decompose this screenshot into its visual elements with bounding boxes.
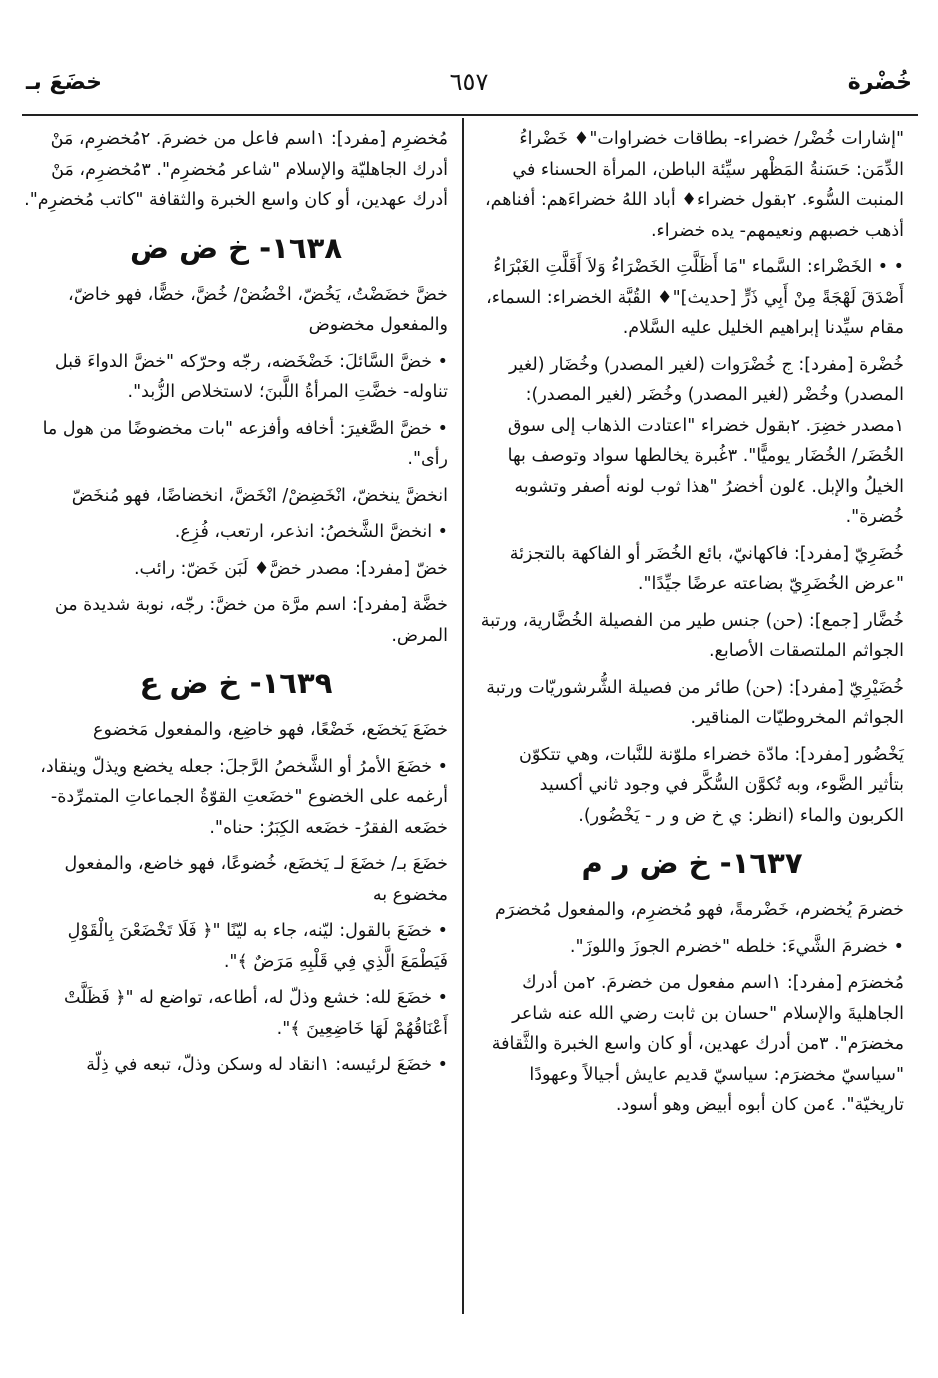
entry-khadda-verb: خضَّ خضَضْتُ، يَخُضّ، اخْضُضْ/ خُضَّ، خضًّا، فهو خاضّ، والمفعول مخضوض	[68, 284, 448, 335]
entry-khuddar: خُضَّار [جمع]: (حن) جنس طير من الفصيلة الخُضَّارية، ورتبة الجواثم الملتصقات الأصابع.	[480, 610, 904, 661]
entry-inkhadda-verb: انخضَّ ينخضّ، انْخَضِضْ/ انْخَضَّ، انخضاضًا، فهو مُنخَضّ	[71, 485, 448, 506]
entry-khadrama-sense: • خضرمَ الشَّيءَ: خلطه "خضرم الجوزَ واللوزَ".	[569, 936, 904, 957]
entry-khadaa-lillah: • خضَعَ لله: خشع وذلّ له، أطاعه، تواضع له "﴿ فَظَلَّتْ أَعْنَاقُهُمْ لَهَا خَاضِعِينَ ﴾".	[64, 988, 448, 1039]
entry-khudari: خُضَرِيّ [مفرد]: فاكهانيّ، بائع الخُضَر أو الفاكهة بالتجزئة "عرض الخُضَرِيّ بضاعته عرضًا جيِّدًا".	[509, 543, 904, 594]
entry-khadda-liquid: • خضَّ السَّائلَ: خَضْخَضه، رجّه وحرّكه "خضَّ الدواءَ قبل تناوله- خضَّتِ المرأةُ اللَّبنَ؛ لاستخلاص الزُّبد".	[54, 351, 448, 402]
entry-khadaa-verb: خضَعَ يَخضَع، خَضْعًا، فهو خاضِع، والمفعول مَخضوع	[93, 720, 448, 740]
entry-khadra-expressions: "إشارات خُضْر/ خضراء- بطاقات خضراوات"♦ خَضْراءُ الدِّمَن: حَسَنةُ المَظْهر سيِّئة الباطن، المرأة الحسناء في المنبت السُّوء. ٢بقول خضراء♦ أباد اللهُ خضراءَهم: أفناهم، أذهب خصبهم ونعيمهم- يده خضراء.	[484, 129, 904, 241]
entry-khadd: خضّ [مفرد]: مصدر خضَّ♦ لَبَن خَضّ: رائب.	[133, 558, 448, 579]
root-heading-1639: ١٦٣٩- خ ض ع	[139, 666, 333, 700]
entry-khudayri: خُضَيْرِيّ [مفرد]: (حن) طائر من فصيلة الشُّرشوريّات ورتبة الجواثم المخروطيّات المناقير.	[486, 677, 904, 728]
entry-khadrama-verb: خضرمَ يُخضرم، خَضْرمةً، فهو مُخضرِم، والمفعول مُخضرَم	[494, 900, 904, 920]
header-last-headword: خضَعَ بـ	[26, 70, 103, 95]
entry-inkhadda-sense: • انخضَّ الشَّخصُ: انذعر، ارتعب، فُزِع.	[174, 522, 448, 542]
column-divider	[462, 118, 464, 1314]
entry-khadaa-sense: • خضَعَ الأمرُ أو الشَّخصُ الرَّجلَ: جعله يخضع ويذلّ وينقاد، أرغمه على الخضوع "خضَعتِ القوّةُ الجماعاتِ المتمرِّدة- خضَعه الفقرُ- خضَعه الكِبَرُ: حناه".	[40, 756, 448, 838]
entry-yakhdur: يَخْضُور [مفرد]: مادّة خضراء ملوّنة للنَّبات، وهي تتكوّن بتأثير الضَّوء، وبه تُكوَّن السُّكَّر في وجود ثاني أكسيد الكربون والماء (انظر: ي خ ض و ر - يَخْضُور).	[519, 744, 904, 826]
root-heading-1638: ١٦٣٨- خ ض ض	[129, 230, 343, 265]
entry-khudra: خُضْرة [مفرد]: ج خُضْرَوات (لغير المصدر) وخُضَار (لغير المصدر) وخُضْر (لغير المصدر) وخُضَر (لغير المصدر): ١مصدر خضِرَ. ٢بقول خضراء "اعتادت الذهاب إلى سوق الخُضَر/ الخُضَار يوميًّا". ٣غُبرة يخالطها سواد وتوصف بها الخيلُ والإبل. ٤لون أخضرُ "هذا ثوب لونه أصفر وتشوبه خُضرة".	[507, 354, 904, 527]
root-heading-1637: ١٦٣٧- خ ض ر م	[581, 846, 803, 880]
entry-mukhdarim: مُخضرِم [مفرد]: ١اسم فاعل من خضرمَ. ٢مُخضرِم، مَنْ أدرك الجاهليّة والإسلام "شاعر مُخضرِم". ٣مُخضرِم، مَنْ أدرك عهدين، أو كان واسع الخبرة والثقافة "كاتب مُخضرِم".	[24, 129, 448, 210]
entry-khadda-child: • خضَّ الصَّغيرَ: أخافه وأفزعه "بات مخضوضًا من هول ما رأى".	[42, 418, 448, 469]
page-header	[26, 60, 912, 110]
entry-khadaa-bi-verb: خضَعَ بـ/ خضَعَ لـ يَخضَع، خُضوعًا، فهو خاضع، والمفعول مخضوع به	[64, 854, 448, 905]
header-first-headword: خُضْرة	[847, 70, 912, 95]
entry-khadaa-lirais: • خضَعَ لرئيسه: ١انقاد له وسكن وذلّ، تبعه في ذِلّة	[86, 1055, 448, 1075]
header-rule	[22, 114, 918, 116]
page-number: ٦٥٧	[449, 68, 489, 96]
right-column	[480, 124, 904, 1127]
left-column	[24, 124, 448, 1087]
entry-khadaa-bil-qawl: • خضَعَ بالقول: ليّنه، جاء به ليّنًا "﴿ فَلَا تَخْضَعْنَ بِالْقَوْلِ فَيَطْمَعَ الَّذِي فِي قَلْبِهِ مَرَضٌ ﴾".	[67, 921, 448, 972]
entry-al-khadra: • • الخَضْراء: السَّماء "مَا أَظَلَّتِ الخَضْرَاءُ وَلاَ أَقَلَّتِ الغَبْرَاءُ أَصْدَقَ لَهْجَةً مِنْ أَبِي ذَرٍّ [حديث]"♦ القُبَّة الخضراء: السماء، مقام سيِّدنا إبراهيم الخليل عليه السَّلام.	[480, 252, 904, 344]
entry-mukhdaram: مُخضرَم [مفرد]: ١اسم مفعول من خضرمَ. ٢من أدرك الجاهليةَ والإسلام "حسان بن ثابت رضي الله عنه شاعر مخضرَم". ٣من أدرك عهدين، أو كان واسع الخبرة والثَّقافة "سياسيّ مخضرَم: سياسيّ قديم عايش أجيالاً وعهودًا تاريخيّة". ٤من كان أبوه أبيض وهو أسود.	[491, 973, 904, 1115]
entry-khadda-noun: خضَّة [مفرد]: اسم مرَّة من خضَّ: رجّه، نوبة شديدة من المرض.	[54, 595, 448, 646]
